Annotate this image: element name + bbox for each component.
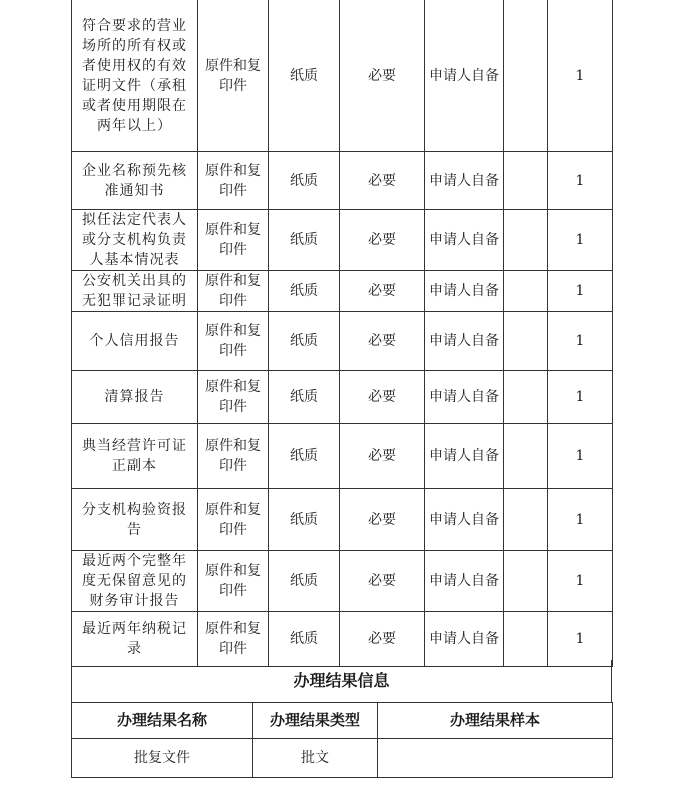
- materials-table: [71, 0, 613, 667]
- material-name: 符合要求的营业场所的所有权或者使用权的有效证明文件（承租或者使用期限在两年以上）: [72, 0, 198, 152]
- material-extra: [504, 612, 548, 667]
- material-extra: [504, 312, 548, 371]
- material-name: 企业名称预先核准通知书: [72, 152, 198, 210]
- material-carrier: 纸质: [269, 312, 340, 371]
- table-row: [72, 371, 613, 424]
- header-result-type: 办理结果类型: [253, 702, 378, 738]
- material-extra: [504, 371, 548, 424]
- result-type: 批文: [253, 738, 378, 777]
- material-required: 必要: [340, 152, 425, 210]
- material-source: 申请人自备: [425, 0, 504, 152]
- material-extra: [504, 210, 548, 271]
- table-row: [72, 424, 613, 489]
- result-name: 批复文件: [72, 738, 253, 777]
- material-required: 必要: [340, 489, 425, 551]
- material-carrier: 纸质: [269, 271, 340, 312]
- table-row: [72, 738, 613, 777]
- results-section-title: 办理结果信息: [72, 660, 612, 702]
- material-copies: 1: [548, 489, 613, 551]
- material-extra: [504, 489, 548, 551]
- material-carrier: 纸质: [269, 424, 340, 489]
- material-name: 清算报告: [72, 371, 198, 424]
- table-row: [72, 0, 613, 152]
- material-name: 典当经营许可证正副本: [72, 424, 198, 489]
- material-extra: [504, 551, 548, 612]
- material-carrier: 纸质: [269, 0, 340, 152]
- material-copies: 1: [548, 312, 613, 371]
- material-source: 申请人自备: [425, 424, 504, 489]
- material-carrier: 纸质: [269, 612, 340, 667]
- material-source: 申请人自备: [425, 551, 504, 612]
- material-required: 必要: [340, 551, 425, 612]
- material-carrier: 纸质: [269, 489, 340, 551]
- material-copies: 1: [548, 612, 613, 667]
- results-table: [71, 702, 613, 778]
- table-row: [72, 612, 613, 667]
- material-required: 必要: [340, 371, 425, 424]
- material-source: 申请人自备: [425, 210, 504, 271]
- material-extra: [504, 271, 548, 312]
- material-copies: 1: [548, 0, 613, 152]
- header-result-sample: 办理结果样本: [378, 702, 613, 738]
- table-row: [72, 271, 613, 312]
- material-source: 申请人自备: [425, 312, 504, 371]
- material-name: 个人信用报告: [72, 312, 198, 371]
- material-form: 原件和复印件: [198, 424, 269, 489]
- table-row: [72, 489, 613, 551]
- material-extra: [504, 0, 548, 152]
- material-required: 必要: [340, 312, 425, 371]
- results-section: [71, 660, 612, 703]
- material-form: 原件和复印件: [198, 210, 269, 271]
- material-required: 必要: [340, 612, 425, 667]
- material-required: 必要: [340, 0, 425, 152]
- material-form: 原件和复印件: [198, 551, 269, 612]
- material-name: 最近两个完整年度无保留意见的财务审计报告: [72, 551, 198, 612]
- material-form: 原件和复印件: [198, 489, 269, 551]
- material-form: 原件和复印件: [198, 312, 269, 371]
- material-carrier: 纸质: [269, 152, 340, 210]
- material-source: 申请人自备: [425, 612, 504, 667]
- table-row: [72, 660, 612, 702]
- material-copies: 1: [548, 210, 613, 271]
- material-source: 申请人自备: [425, 489, 504, 551]
- material-source: 申请人自备: [425, 152, 504, 210]
- material-required: 必要: [340, 210, 425, 271]
- table-row: [72, 551, 613, 612]
- material-copies: 1: [548, 371, 613, 424]
- material-carrier: 纸质: [269, 210, 340, 271]
- material-name: 拟任法定代表人或分支机构负责人基本情况表: [72, 210, 198, 271]
- material-carrier: 纸质: [269, 371, 340, 424]
- material-extra: [504, 424, 548, 489]
- material-copies: 1: [548, 271, 613, 312]
- material-carrier: 纸质: [269, 551, 340, 612]
- material-required: 必要: [340, 424, 425, 489]
- material-name: 公安机关出具的无犯罪记录证明: [72, 271, 198, 312]
- table-header-row: [72, 702, 613, 738]
- material-name: 分支机构验资报告: [72, 489, 198, 551]
- material-form: 原件和复印件: [198, 152, 269, 210]
- material-name: 最近两年纳税记录: [72, 612, 198, 667]
- table-row: [72, 152, 613, 210]
- material-source: 申请人自备: [425, 371, 504, 424]
- material-copies: 1: [548, 424, 613, 489]
- material-copies: 1: [548, 551, 613, 612]
- material-required: 必要: [340, 271, 425, 312]
- material-form: 原件和复印件: [198, 271, 269, 312]
- material-copies: 1: [548, 152, 613, 210]
- material-source: 申请人自备: [425, 271, 504, 312]
- table-row: [72, 210, 613, 271]
- result-sample: [378, 738, 613, 777]
- header-result-name: 办理结果名称: [72, 702, 253, 738]
- material-form: 原件和复印件: [198, 0, 269, 152]
- table-row: [72, 312, 613, 371]
- material-form: 原件和复印件: [198, 612, 269, 667]
- material-form: 原件和复印件: [198, 371, 269, 424]
- material-extra: [504, 152, 548, 210]
